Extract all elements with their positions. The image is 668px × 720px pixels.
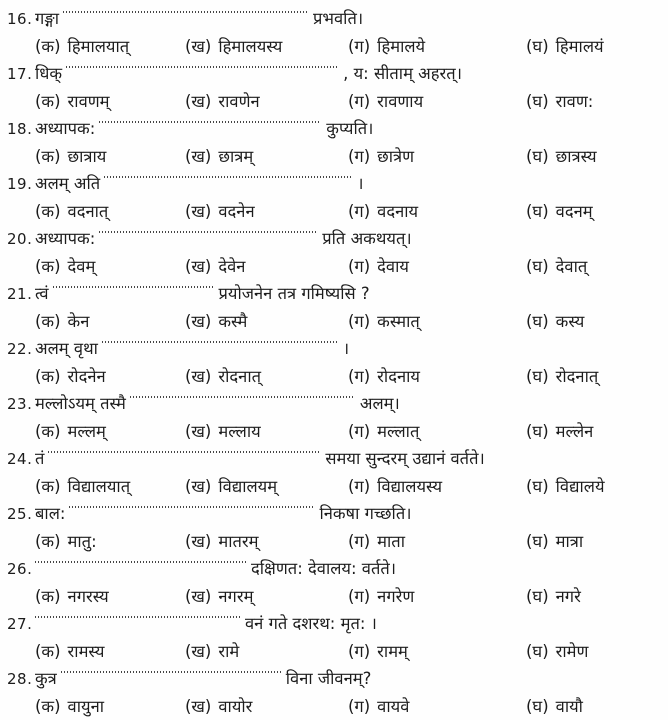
stem-post-text: कुप्यति। <box>326 119 374 138</box>
answer-blank <box>53 286 214 289</box>
question-stem <box>35 60 668 88</box>
answer-blank <box>48 451 320 454</box>
options-row <box>35 473 668 500</box>
question-number: 27. <box>7 615 33 633</box>
option-ka-label: (क) <box>35 202 61 221</box>
option-gha-text: वदनम् <box>555 202 593 221</box>
option-ka-label: (क) <box>35 37 61 56</box>
stem-pre-text: धिक् <box>35 64 63 83</box>
question-stem <box>35 335 668 363</box>
answer-blank <box>130 396 355 399</box>
option-ka <box>35 693 185 720</box>
option-kha-text: कस्मै <box>218 312 248 331</box>
option-kha <box>185 33 348 60</box>
option-ka-label: (क) <box>35 312 61 331</box>
option-ka-text: वदनात् <box>67 202 109 221</box>
option-kha-label: (ख) <box>185 92 212 111</box>
option-ka-text: रामस्य <box>67 642 105 661</box>
option-ga-label: (ग) <box>348 92 371 111</box>
option-gha-text: हिमालयं <box>555 37 604 56</box>
option-gha <box>526 583 668 610</box>
option-ga <box>348 253 526 280</box>
question-stem <box>35 5 668 33</box>
stem-post-text: प्रयोजनेन तत्र गमिष्यसि ? <box>218 284 370 303</box>
option-ga <box>348 528 526 555</box>
option-ka-text: देवम् <box>67 257 96 276</box>
option-kha-text: हिमालयस्य <box>218 37 283 56</box>
option-gha-text: छात्रस्य <box>555 147 597 166</box>
option-gha-text: विद्यालये <box>555 477 605 496</box>
options-row <box>35 33 668 60</box>
option-kha-label: (ख) <box>185 257 212 276</box>
stem-pre-text: तं <box>35 449 45 468</box>
stem-pre-text: बाल: <box>35 504 66 523</box>
question-item <box>0 115 668 170</box>
options-row <box>35 418 668 445</box>
option-kha-label: (ख) <box>185 147 212 166</box>
option-gha-label: (घ) <box>526 422 549 441</box>
option-kha-text: मल्लाय <box>218 422 261 441</box>
question-item <box>0 445 668 500</box>
question-stem <box>35 445 668 473</box>
option-ka <box>35 143 185 170</box>
option-ka-text: केन <box>67 312 90 331</box>
stem-pre-text: अलम् वृथा <box>35 339 98 358</box>
question-number: 20. <box>7 230 33 248</box>
option-ga-label: (ग) <box>348 147 371 166</box>
option-kha-label: (ख) <box>185 532 212 551</box>
options-row <box>35 638 668 665</box>
option-gha <box>526 253 668 280</box>
answer-blank <box>102 341 338 344</box>
option-ka <box>35 528 185 555</box>
question-item <box>0 170 668 225</box>
question-stem <box>35 280 668 308</box>
option-gha-text: मल्लेन <box>555 422 594 441</box>
option-kha <box>185 308 348 335</box>
option-ga-text: माता <box>377 532 405 551</box>
option-ga-label: (ग) <box>348 532 371 551</box>
option-ga-label: (ग) <box>348 422 371 441</box>
question-item <box>0 610 668 665</box>
question-stem <box>35 665 668 693</box>
answer-blank <box>99 121 321 124</box>
question-stem <box>35 115 668 143</box>
option-gha <box>526 473 668 500</box>
option-ka <box>35 363 185 390</box>
option-gha-label: (घ) <box>526 37 549 56</box>
stem-post-text: प्रति अकथयत्। <box>322 229 412 248</box>
option-ka-label: (क) <box>35 147 61 166</box>
question-stem <box>35 500 668 528</box>
option-ga <box>348 363 526 390</box>
option-ka <box>35 418 185 445</box>
stem-pre-text: कुत्र <box>35 669 57 688</box>
question-number: 16. <box>7 10 33 28</box>
option-kha <box>185 418 348 445</box>
option-kha-label: (ख) <box>185 587 212 606</box>
option-kha <box>185 198 348 225</box>
question-item <box>0 225 668 280</box>
answer-blank <box>63 11 308 14</box>
stem-post-text: प्रभवति। <box>313 9 364 28</box>
question-number: 23. <box>7 395 33 413</box>
answer-blank <box>104 176 352 179</box>
option-ga <box>348 308 526 335</box>
option-ga-label: (ग) <box>348 697 371 716</box>
options-row <box>35 308 668 335</box>
stem-post-text: वनं गते दशरथ: मृत: । <box>245 614 377 633</box>
question-stem <box>35 225 668 253</box>
question-number: 22. <box>7 340 33 358</box>
option-ka-text: छात्राय <box>67 147 107 166</box>
answer-blank <box>61 671 281 674</box>
option-ka <box>35 473 185 500</box>
option-ka-text: नगरस्य <box>67 587 109 606</box>
question-number: 24. <box>7 450 33 468</box>
answer-blank <box>69 506 314 509</box>
options-row <box>35 528 668 555</box>
option-gha-label: (घ) <box>526 587 549 606</box>
option-ka <box>35 33 185 60</box>
option-gha-text: रोदनात् <box>555 367 599 386</box>
option-gha-label: (घ) <box>526 697 549 716</box>
stem-post-text: समया सुन्दरम् उद्यानं वर्तते। <box>325 449 485 468</box>
question-number: 18. <box>7 120 33 138</box>
question-item <box>0 665 668 720</box>
option-ga-text: हिमालये <box>377 37 426 56</box>
option-kha-label: (ख) <box>185 202 212 221</box>
option-ka-label: (क) <box>35 92 61 111</box>
option-kha-text: वदनेन <box>218 202 255 221</box>
question-item <box>0 280 668 335</box>
option-gha-label: (घ) <box>526 92 549 111</box>
options-row <box>35 198 668 225</box>
option-kha <box>185 638 348 665</box>
question-number: 26. <box>7 560 33 578</box>
answer-blank <box>35 616 240 619</box>
option-gha-label: (घ) <box>526 367 549 386</box>
option-ga <box>348 693 526 720</box>
stem-pre-text: गङ्गा <box>35 9 60 28</box>
stem-post-text: । <box>357 174 364 193</box>
option-gha-label: (घ) <box>526 312 549 331</box>
stem-pre-text: त्वं <box>35 284 49 303</box>
option-ga <box>348 418 526 445</box>
stem-post-text: विना जीवनम्? <box>285 669 372 688</box>
option-kha-text: नगरम् <box>218 587 254 606</box>
options-row <box>35 143 668 170</box>
stem-post-text: अलम्। <box>359 394 400 413</box>
option-ga-label: (ग) <box>348 642 371 661</box>
option-kha-text: विद्यालयम् <box>218 477 278 496</box>
option-ka-label: (क) <box>35 697 61 716</box>
stem-pre-text: मल्लोऽयम् तस्मै <box>35 394 126 413</box>
question-number: 21. <box>7 285 33 303</box>
option-gha <box>526 198 668 225</box>
option-gha-text: देवात् <box>555 257 588 276</box>
option-ka-text: वायुना <box>67 697 104 716</box>
option-ga-text: कस्मात् <box>377 312 420 331</box>
option-ga <box>348 473 526 500</box>
question-number: 28. <box>7 670 33 688</box>
option-ga <box>348 638 526 665</box>
option-gha <box>526 88 668 115</box>
stem-pre-text: अध्यापक: <box>35 229 96 248</box>
stem-pre-text: अध्यापक: <box>35 119 96 138</box>
stem-post-text: निकषा गच्छति। <box>319 504 412 523</box>
question-item <box>0 335 668 390</box>
option-ga-text: विद्यालयस्य <box>377 477 443 496</box>
option-gha-label: (घ) <box>526 532 549 551</box>
option-kha <box>185 693 348 720</box>
options-row <box>35 583 668 610</box>
option-kha-text: वायोर <box>218 697 253 716</box>
question-number: 25. <box>7 505 33 523</box>
option-gha <box>526 418 668 445</box>
question-stem <box>35 610 668 638</box>
option-gha-label: (घ) <box>526 642 549 661</box>
question-item <box>0 555 668 610</box>
option-kha-text: मातरम् <box>218 532 259 551</box>
stem-post-text: । <box>342 339 350 358</box>
option-ga <box>348 198 526 225</box>
option-gha <box>526 363 668 390</box>
question-item <box>0 390 668 445</box>
option-ga-text: नगरेण <box>377 587 415 606</box>
option-kha-label: (ख) <box>185 422 212 441</box>
options-row <box>35 88 668 115</box>
option-ga-label: (ग) <box>348 202 371 221</box>
option-gha-text: रावण: <box>555 92 594 111</box>
option-kha-label: (ख) <box>185 697 212 716</box>
question-number: 19. <box>7 175 33 193</box>
option-ka-label: (क) <box>35 532 61 551</box>
option-ga-text: रामम् <box>377 642 408 661</box>
option-ka-text: रोदनेन <box>67 367 106 386</box>
option-ka-text: मातु: <box>67 532 97 551</box>
option-kha <box>185 143 348 170</box>
option-gha <box>526 308 668 335</box>
option-ka <box>35 88 185 115</box>
question-item <box>0 5 668 60</box>
option-kha-label: (ख) <box>185 37 212 56</box>
option-ga-text: मल्लात् <box>377 422 420 441</box>
option-ka <box>35 308 185 335</box>
option-ga-text: रावणाय <box>377 92 424 111</box>
option-gha-label: (घ) <box>526 257 549 276</box>
stem-post-text: , य: सीताम् अहरत्। <box>343 64 462 83</box>
option-ga-text: रोदनाय <box>377 367 420 386</box>
option-kha-text: देवेन <box>218 257 246 276</box>
option-kha <box>185 363 348 390</box>
option-kha <box>185 88 348 115</box>
option-kha <box>185 528 348 555</box>
answer-blank <box>99 231 317 234</box>
answer-blank <box>35 561 246 564</box>
option-ga-label: (ग) <box>348 257 371 276</box>
option-kha-label: (ख) <box>185 367 212 386</box>
option-ga <box>348 583 526 610</box>
option-ga-label: (ग) <box>348 477 371 496</box>
option-ga-label: (ग) <box>348 367 371 386</box>
option-ka-text: रावणम् <box>67 92 110 111</box>
option-ga-label: (ग) <box>348 587 371 606</box>
stem-post-text: दक्षिणत: देवालय: वर्तते। <box>251 559 397 578</box>
option-ga-text: वदनाय <box>377 202 419 221</box>
option-ga <box>348 143 526 170</box>
option-ga <box>348 33 526 60</box>
option-ka-label: (क) <box>35 642 61 661</box>
option-kha-label: (ख) <box>185 312 212 331</box>
option-ka <box>35 253 185 280</box>
options-row <box>35 363 668 390</box>
option-ka <box>35 638 185 665</box>
option-kha-text: रामे <box>218 642 240 661</box>
question-item <box>0 500 668 555</box>
option-ka-label: (क) <box>35 587 61 606</box>
question-item <box>0 60 668 115</box>
option-gha <box>526 33 668 60</box>
option-ka-text: मल्लम् <box>67 422 106 441</box>
option-ka-text: हिमालयात् <box>67 37 130 56</box>
option-ga-text: वायवे <box>377 697 410 716</box>
option-gha-text: रामेण <box>555 642 589 661</box>
option-ka-label: (क) <box>35 422 61 441</box>
option-ka <box>35 198 185 225</box>
option-kha <box>185 583 348 610</box>
option-ka <box>35 583 185 610</box>
option-gha <box>526 528 668 555</box>
option-gha <box>526 693 668 720</box>
options-row <box>35 693 668 720</box>
option-gha-text: नगरे <box>555 587 581 606</box>
option-ka-label: (क) <box>35 367 61 386</box>
option-kha-text: रावणेन <box>218 92 260 111</box>
option-kha-label: (ख) <box>185 642 212 661</box>
option-ga <box>348 88 526 115</box>
answer-blank <box>66 66 338 69</box>
option-gha-label: (घ) <box>526 477 549 496</box>
option-kha <box>185 253 348 280</box>
option-gha-text: कस्य <box>555 312 585 331</box>
option-gha-text: वायौ <box>555 697 583 716</box>
question-stem <box>35 555 668 583</box>
option-ka-text: विद्यालयात् <box>67 477 131 496</box>
option-gha-text: मात्रा <box>555 532 584 551</box>
options-row <box>35 253 668 280</box>
option-gha <box>526 143 668 170</box>
option-ka-label: (क) <box>35 257 61 276</box>
question-number: 17. <box>7 65 33 83</box>
option-ga-label: (ग) <box>348 37 371 56</box>
option-kha <box>185 473 348 500</box>
option-kha-label: (ख) <box>185 477 212 496</box>
option-gha-label: (घ) <box>526 147 549 166</box>
option-gha-label: (घ) <box>526 202 549 221</box>
option-ga-text: देवाय <box>377 257 409 276</box>
option-ga-text: छात्रेण <box>377 147 415 166</box>
option-ga-label: (ग) <box>348 312 371 331</box>
option-ka-label: (क) <box>35 477 61 496</box>
stem-pre-text: अलम् अति <box>35 174 101 193</box>
option-gha <box>526 638 668 665</box>
option-kha-text: छात्रम् <box>218 147 254 166</box>
option-kha-text: रोदनात् <box>218 367 261 386</box>
question-stem <box>35 170 668 198</box>
question-stem <box>35 390 668 418</box>
